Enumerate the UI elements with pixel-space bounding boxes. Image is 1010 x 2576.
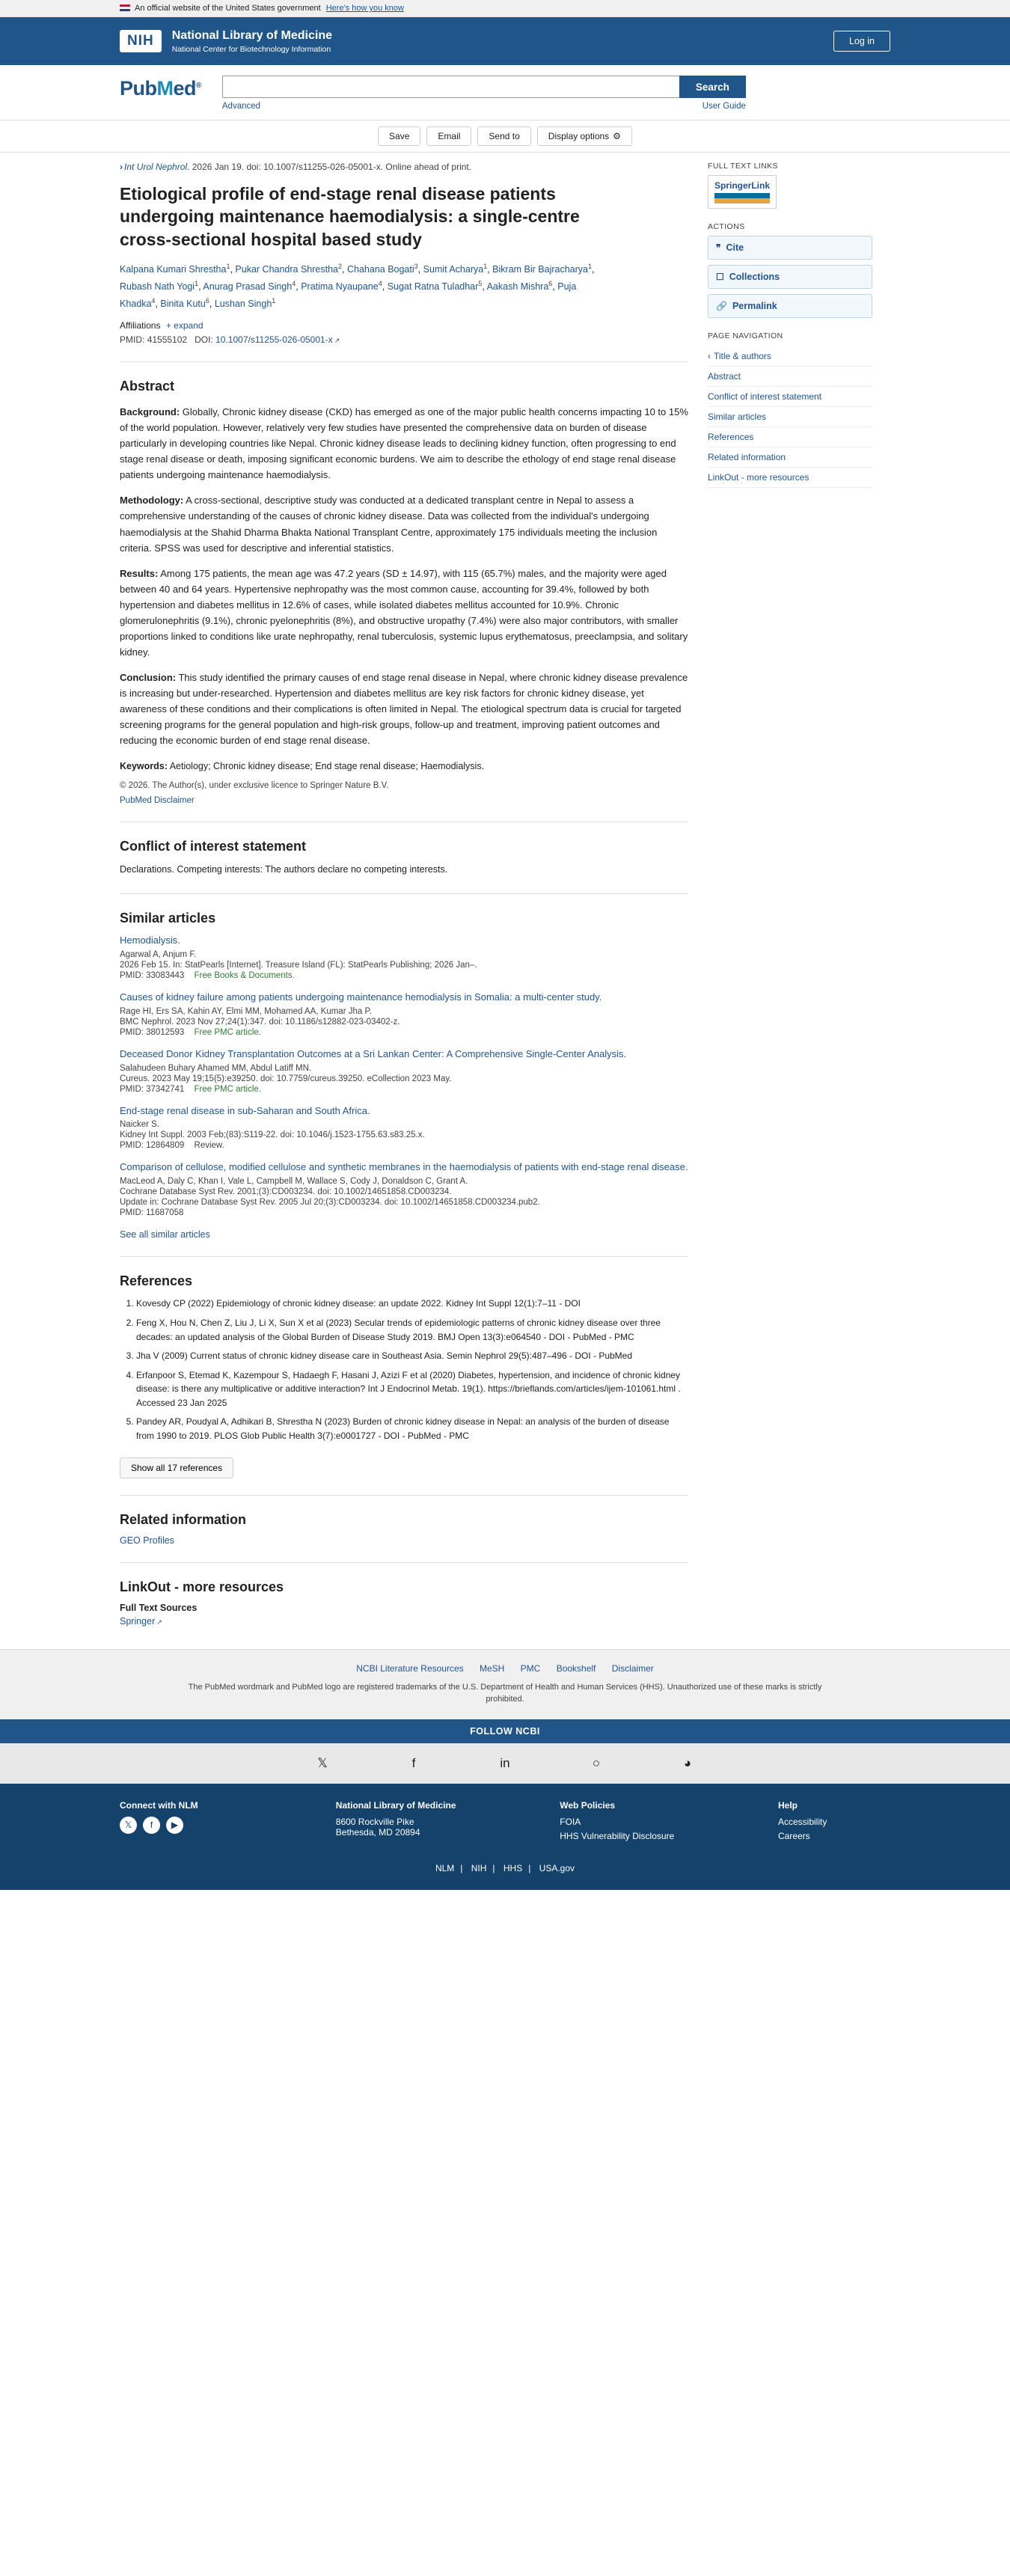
author-affil-marker: 2 bbox=[338, 263, 343, 271]
author-list: Kalpana Kumari Shrestha$^1$, Pukar Chandra Shrestha$^2$, Chahana Bogati$^3$, Sumit Acharya$^1$, Bikram Bir Bajracharya$^1$, Rubash Nath Yogi$^1$, Anurag Prasad Singh$^4$, Pratima Nyaupane$^4$, Sugat Ratna Tuladhar$^5$, Aakash Mishra$^6$, Puja Khadka$^4$, Binita Kutu$^6$, Lushan Singh$^1$ bbox=[120, 263, 595, 310]
list-item: 4. Erfanpoor S, Etemad K, Kazempour S, Hadaegh F, Hasani J, Azizi F et al (2020) Diabetes, hypertension, and incidence of chronic kidney disease: is there any multiplicative or additive interaction? Int J Endocrinol Metab. 19(1). https://brieflands.com/articles/ijem-101061.html . Accessed 23 Jan 2025 bbox=[136, 1368, 688, 1410]
quote-icon: ❞ bbox=[716, 242, 721, 253]
coi-text: Declarations. Competing interests: The authors declare no competing interests. bbox=[120, 864, 448, 875]
keywords-row bbox=[120, 759, 688, 774]
social-links-bar bbox=[0, 1743, 1010, 1784]
facebook-icon[interactable]: f bbox=[411, 1755, 416, 1770]
similar-article-meta bbox=[120, 1208, 688, 1217]
springerlink-label: SpringerLink bbox=[714, 180, 771, 191]
similar-article-pmid: PMID: 38012593 bbox=[120, 1027, 185, 1037]
ncbi-footer bbox=[0, 1649, 1010, 1719]
doi-label: DOI: bbox=[195, 334, 213, 346]
us-flag-icon bbox=[120, 4, 130, 11]
affiliations-row bbox=[120, 320, 688, 331]
help-column bbox=[778, 1800, 890, 1845]
connect-with-nlm-title: Connect with NLM bbox=[120, 1799, 198, 1811]
pubmed-logo[interactable] bbox=[120, 77, 201, 100]
author-affil-marker: 4 bbox=[378, 280, 382, 288]
nlm-bottom-bar: NLM | NIH | HHS | USA.gov bbox=[0, 1855, 1010, 1890]
abstract-results bbox=[120, 566, 688, 660]
divider bbox=[120, 893, 688, 894]
careers-link[interactable]: Careers bbox=[778, 1830, 810, 1841]
collections-button[interactable] bbox=[708, 265, 872, 289]
list-item: 1. Kovesdy CP (2022) Epidemiology of chronic kidney disease: an update 2022. Kidney Int Suppl 12(1):7–11 - DOI bbox=[136, 1297, 688, 1311]
list-item bbox=[120, 934, 688, 980]
geo-profiles-link[interactable]: GEO Profiles bbox=[120, 1535, 174, 1546]
citation-rest: . 2026 Jan 19. doi: 10.1007/s11255-026-05001-x. Online ahead of print. bbox=[187, 162, 472, 172]
pubmed-logo-swoosh: M bbox=[156, 77, 174, 100]
status-badge: Free PMC article. bbox=[194, 1027, 261, 1037]
similar-article-pmid: PMID: 37342741 bbox=[120, 1084, 185, 1094]
similar-article-pmid: PMID: 33083443 bbox=[120, 970, 185, 980]
similar-article-title[interactable]: Causes of kidney failure among patients undergoing maintenance hemodialysis in Somalia: a multi-center study. bbox=[120, 991, 602, 1003]
follow-ncbi-bar: FOLLOW NCBI bbox=[0, 1719, 1010, 1743]
nlm-name: National Library of Medicine bbox=[335, 1799, 456, 1811]
author-link[interactable]: Rubash Nath Yogi bbox=[120, 281, 195, 293]
nih-brand[interactable] bbox=[120, 28, 332, 54]
collections-label: Collections bbox=[729, 272, 780, 282]
review-badge: Review. bbox=[194, 1141, 224, 1151]
permalink-button[interactable] bbox=[708, 294, 872, 318]
abstract-background bbox=[120, 404, 688, 483]
web-policies-link[interactable]: Web Policies bbox=[560, 1799, 616, 1811]
springer-bar-blue-icon bbox=[714, 193, 770, 198]
similar-article-update: Update in: Cochrane Database Syst Rev. 2005 Jul 20;(3):CD003234. doi: 10.1002/14651858.CD003234.pub2. bbox=[120, 1198, 540, 1208]
mesh-link[interactable]: MeSH bbox=[479, 1662, 505, 1674]
abstract-heading: Abstract bbox=[120, 379, 175, 394]
author-link[interactable]: Lushan Singh bbox=[214, 299, 272, 310]
author-link[interactable]: Puja Khadka bbox=[120, 281, 577, 310]
author-affil-marker: 4 bbox=[292, 280, 296, 288]
abstract-methodology-label: Methodology: bbox=[120, 495, 184, 507]
disclaimer-link[interactable]: Disclaimer bbox=[611, 1662, 654, 1674]
abstract-conclusion-label: Conclusion: bbox=[120, 671, 177, 683]
abstract-background-label: Background: bbox=[120, 406, 180, 418]
author-affil-marker: 4 bbox=[151, 297, 156, 305]
author-link[interactable]: Anurag Prasad Singh bbox=[203, 281, 293, 293]
author-link[interactable]: Kalpana Kumari Shrestha bbox=[120, 264, 227, 275]
related-information-heading: Related information bbox=[120, 1511, 247, 1527]
login-button[interactable]: Log in bbox=[833, 31, 890, 52]
similar-article-meta bbox=[120, 1085, 688, 1094]
nav-title-authors[interactable] bbox=[708, 346, 872, 367]
ncbi-literature-resources-link[interactable]: NCBI Literature Resources bbox=[356, 1662, 464, 1674]
similar-article-title[interactable]: End-stage renal disease in sub-Saharan and South Africa. bbox=[120, 1104, 370, 1116]
page-navigation-list bbox=[708, 346, 872, 488]
x-icon[interactable]: 𝕏 bbox=[120, 1817, 137, 1834]
article-action-toolbar bbox=[0, 120, 1010, 153]
similar-article-authors: Agarwal A, Anjum F. bbox=[120, 949, 197, 959]
similar-article-meta bbox=[120, 971, 688, 980]
gear-icon: ⚙ bbox=[613, 131, 621, 141]
abstract-results-text: Among 175 patients, the mean age was 47.2 years (SD ± 14.97), with 115 (65.7%) males, and the majority were aged between 40 and 64 years. Hypertensive nephropathy was the most common cause, accounting for 39.4%, followed by both hypertension and diabetes mellitus in 12.6% of cases, while isolated diabetes mellitus accounted for 10.9%. Chronic glomerulonephritis (9.1%), chronic pyelonephritis (8%), and obstructive uropathy (7.4%) were also major contributors, with smaller proportions linked to conditions like urate nephropathy, renal tuberculosis, systemic lupus erythematosus, preeclampsia, and solitary kidney. bbox=[120, 567, 688, 658]
page-navigation-heading: PAGE NAVIGATION bbox=[708, 331, 783, 340]
author-link[interactable]: Sumit Acharya bbox=[423, 264, 484, 275]
cite-label: Cite bbox=[726, 242, 744, 253]
linkout-heading: LinkOut - more resources bbox=[120, 1579, 284, 1594]
abstract-background-text: Globally, Chronic kidney disease (CKD) has emerged as one of the major public health concerns impacting 10 to 15% of the world population. However, relatively very few studies have presented the comprehensive data on burden of disease particularly in developing countries like Nepal. Chronic kidney disease leads to declining kidney function, often progressing to end stage renal disease or death, imposing significant economic burdens. We aim to describe the ethology of end stage renal disease patients undergoing maintenance haemodialysis. bbox=[120, 406, 688, 481]
nav-label: Title & authors bbox=[714, 351, 771, 361]
similar-article-source: Cureus. 2023 May 19;15(5):e39250. doi: 10.7759/cureus.39250. eCollection 2023 May. bbox=[120, 1074, 452, 1083]
divider bbox=[120, 1562, 688, 1563]
citation-line bbox=[120, 162, 688, 172]
accessibility-link[interactable]: Accessibility bbox=[778, 1816, 827, 1827]
author-link[interactable]: Aakash Mishra bbox=[486, 281, 549, 293]
keywords-value: Aetiology; Chronic kidney disease; End stage renal disease; Haemodialysis. bbox=[167, 761, 485, 772]
pubmed-search-bar bbox=[0, 65, 1010, 120]
author-link[interactable]: Pukar Chandra Shrestha bbox=[235, 264, 339, 275]
page-body bbox=[0, 153, 1010, 1649]
author-affil-marker: 5 bbox=[478, 280, 483, 288]
ncbi-footer-links bbox=[120, 1663, 890, 1674]
nih-header bbox=[0, 17, 1010, 65]
hhs-vulnerability-disclosure-link[interactable]: HHS Vulnerability Disclosure bbox=[560, 1830, 675, 1841]
expand-affiliations-link[interactable]: + expand bbox=[165, 320, 203, 331]
page-title: Etiological profile of end-stage renal disease patients undergoing maintenance haemodialysis: a single-centre cross-sectional hospital based study bbox=[120, 184, 580, 249]
similar-article-meta bbox=[120, 1028, 688, 1037]
similar-article-meta bbox=[120, 1141, 688, 1150]
save-button[interactable]: Save bbox=[378, 126, 420, 146]
divider bbox=[120, 1256, 688, 1257]
usagov-link[interactable]: USA.gov bbox=[539, 1862, 575, 1873]
author-affil-marker: 6 bbox=[205, 297, 209, 305]
nlm-social-icons bbox=[120, 1817, 232, 1834]
author-link[interactable]: Chahana Bogati bbox=[346, 264, 414, 275]
youtube-icon[interactable]: ▶ bbox=[166, 1817, 183, 1834]
similar-article-source: BMC Nephrol. 2023 Nov 27;24(1):347. doi: 10.1186/s12882-023-03402-z. bbox=[120, 1017, 400, 1027]
display-options-label: Display options bbox=[548, 131, 610, 141]
nlm-street: 8600 Rockville Pike bbox=[335, 1816, 414, 1827]
folder-icon: ☐ bbox=[716, 272, 724, 282]
ncbi-subtitle: National Center for Biotechnology Information bbox=[171, 45, 331, 55]
list-item bbox=[120, 1160, 688, 1217]
nlm-title: National Library of Medicine bbox=[171, 28, 332, 42]
springer-bar-orange-icon bbox=[714, 198, 770, 204]
sidebar bbox=[708, 162, 872, 488]
abstract-methodology bbox=[120, 492, 688, 555]
hhs-link[interactable]: HHS bbox=[503, 1862, 523, 1873]
nav-references[interactable]: References bbox=[708, 427, 872, 447]
nav-related-information[interactable]: Related information bbox=[708, 447, 872, 468]
divider bbox=[120, 1495, 688, 1496]
springerlink-badge[interactable] bbox=[708, 175, 777, 209]
list-item bbox=[120, 1047, 688, 1094]
author-affil-marker: 3 bbox=[414, 263, 418, 271]
nih-link[interactable]: NIH bbox=[471, 1862, 487, 1873]
permalink-label: Permalink bbox=[732, 301, 777, 311]
linkout-group-label: Full Text Sources bbox=[120, 1602, 198, 1613]
list-item bbox=[120, 991, 688, 1037]
search-button[interactable]: Search bbox=[679, 76, 746, 98]
references-heading: References bbox=[120, 1273, 193, 1289]
status-badge: Free PMC article. bbox=[194, 1084, 261, 1094]
foia-link[interactable]: FOIA bbox=[560, 1816, 581, 1827]
footer-legal-text: The PubMed wordmark and PubMed logo are registered trademarks of the U.S. Department of Health and Human Services (HHS). Unauthorized use of these marks is strictly prohibited. bbox=[188, 1682, 822, 1704]
abstract-results-label: Results: bbox=[120, 567, 159, 579]
reference-list bbox=[120, 1297, 688, 1443]
author-affil-marker: 1 bbox=[195, 280, 199, 288]
journal-link[interactable]: Int Urol Nephrol bbox=[124, 162, 188, 172]
user-guide-link[interactable]: User Guide bbox=[702, 102, 746, 111]
bookshelf-link[interactable]: Bookshelf bbox=[556, 1662, 596, 1674]
pmid-label: PMID: bbox=[120, 334, 145, 346]
nav-linkout[interactable]: LinkOut - more resources bbox=[708, 468, 872, 488]
doi-link[interactable]: 10.1007/s11255-026-05001-x ↗ bbox=[215, 334, 340, 345]
nav-similar-articles[interactable]: Similar articles bbox=[708, 407, 872, 427]
author-link[interactable]: Bikram Bir Bajracharya bbox=[492, 264, 588, 275]
springer-link[interactable]: Springer ↗ bbox=[120, 1616, 688, 1627]
full-text-links-heading: FULL TEXT LINKS bbox=[708, 162, 778, 171]
registered-icon: ® bbox=[196, 82, 201, 90]
send-to-button[interactable]: Send to bbox=[477, 126, 530, 146]
web-policies-column bbox=[560, 1800, 674, 1845]
pubmed-logo-pre: Pub bbox=[120, 77, 157, 100]
chevron-left-icon: ‹ bbox=[708, 351, 711, 361]
list-item: 3. Jha V (2009) Current status of chronic kidney disease care in Southeast Asia. Semin Nephrol 29(5):487–496 - DOI - PubMed bbox=[136, 1349, 688, 1363]
similar-article-title[interactable]: Comparison of cellulose, modified cellulose and synthetic membranes in the haemodialysis of patients with end-stage renal disease. bbox=[120, 1161, 688, 1173]
author-affil-marker: 1 bbox=[226, 263, 230, 271]
affiliations-label: Affiliations bbox=[120, 320, 161, 331]
how-you-know-link[interactable]: Here's how you know bbox=[325, 4, 404, 13]
similar-article-pmid: PMID: 12864809 bbox=[120, 1141, 185, 1151]
similar-articles-heading: Similar articles bbox=[120, 911, 216, 926]
pubmed-disclaimer-link[interactable]: PubMed Disclaimer bbox=[120, 796, 195, 806]
abstract-conclusion bbox=[120, 670, 688, 748]
actions-heading: ACTIONS bbox=[708, 222, 745, 231]
similar-article-authors: Salahudeen Buhary Ahamed MM, Abdul Latiff MN. bbox=[120, 1063, 312, 1073]
similar-article-source: Kidney Int Suppl. 2003 Feb;(83):S119-22. doi: 10.1046/j.1523-1755.63.s83.25.x. bbox=[120, 1131, 425, 1140]
author-affil-marker: 6 bbox=[548, 280, 553, 288]
similar-article-pmid: PMID: 11687058 bbox=[120, 1208, 184, 1218]
status-badge: Free Books & Documents. bbox=[194, 970, 295, 980]
nlm-footer bbox=[0, 1784, 1010, 1855]
pmc-link[interactable]: PMC bbox=[520, 1662, 541, 1674]
similar-article-authors: Naicker S. bbox=[120, 1120, 160, 1130]
similar-article-title[interactable]: Deceased Donor Kidney Transplantation Outcomes at a Sri Lankan Center: A Comprehensive Single-Center Analysis. bbox=[120, 1047, 627, 1059]
nlm-city: Bethesda, MD 20894 bbox=[335, 1826, 420, 1838]
keywords-label: Keywords: bbox=[120, 761, 168, 772]
divider bbox=[120, 361, 688, 362]
email-button[interactable]: Email bbox=[426, 126, 471, 146]
nav-coi[interactable]: Conflict of interest statement bbox=[708, 387, 872, 407]
gov-banner bbox=[0, 0, 1010, 17]
similar-article-source: Cochrane Database Syst Rev. 2001;(3):CD003234. doi: 10.1002/14651858.CD003234. bbox=[120, 1187, 452, 1197]
similar-article-source: 2026 Feb 15. In: StatPearls [Internet]. Treasure Island (FL): StatPearls Publishing; 2026 Jan–. bbox=[120, 960, 477, 970]
list-item bbox=[120, 1104, 688, 1151]
facebook-icon[interactable]: f bbox=[143, 1817, 160, 1834]
see-all-similar-articles-link[interactable]: See all similar articles bbox=[120, 1229, 210, 1240]
expand-label: expand bbox=[174, 320, 203, 331]
nav-abstract[interactable]: Abstract bbox=[708, 367, 872, 387]
author-affil-marker: 1 bbox=[272, 297, 276, 305]
gov-banner-text: An official website of the United States government bbox=[135, 4, 321, 13]
display-options-button[interactable] bbox=[537, 126, 632, 146]
chevron-right-icon[interactable]: › bbox=[120, 162, 123, 172]
show-all-references-button[interactable]: Show all 17 references bbox=[120, 1457, 233, 1478]
author-affil-marker: 1 bbox=[483, 263, 488, 271]
rss-icon[interactable]: ◕ bbox=[683, 1755, 692, 1770]
copyright-text: © 2026. The Author(s), under exclusive licence to Springer Nature B.V. bbox=[120, 781, 389, 791]
list-item: 2. Feng X, Hou N, Chen Z, Liu J, Li X, Sun X et al (2023) Secular trends of epidemiologic patterns of chronic kidney disease over three decades: an updated analysis of the Global Burden of Disease Study 2019. BMJ Open 13(3):e064540 - DOI - PubMed - PMC bbox=[136, 1316, 688, 1344]
similar-article-title[interactable]: Hemodialysis. bbox=[120, 934, 180, 946]
github-icon[interactable]: ○ bbox=[592, 1755, 601, 1770]
author-link[interactable]: Sugat Ratna Tuladhar bbox=[387, 281, 479, 293]
nlm-address-column bbox=[336, 1800, 456, 1845]
identifiers-row bbox=[120, 334, 688, 345]
nlm-link[interactable]: NLM bbox=[435, 1862, 455, 1873]
connect-with-nlm-column bbox=[120, 1800, 232, 1845]
help-link[interactable]: Help bbox=[778, 1799, 798, 1811]
linkedin-icon[interactable]: in bbox=[500, 1755, 510, 1770]
coi-heading: Conflict of interest statement bbox=[120, 839, 307, 854]
author-link[interactable]: Binita Kutu bbox=[160, 299, 206, 310]
author-affil-marker: 1 bbox=[588, 263, 593, 271]
pubmed-logo-post: ed bbox=[173, 77, 197, 100]
author-link[interactable]: Pratima Nyaupane bbox=[301, 281, 379, 293]
link-icon: 🔗 bbox=[716, 301, 727, 311]
abstract-conclusion-text: This study identified the primary causes of end stage renal disease in Nepal, where chronic kidney disease prevalence is increasing but under-researched. Hypertension and diabetes mellitus are key risk factors for chronic kidney disease, yet awareness of these conditions and their complications is often limited in Nepal. The etiological spectrum data is crucial for targeted screening programs for the general population and high-risk groups, follow-up and treatment, improving patient outcomes and reducing the economic burden of end stage renal disease. bbox=[120, 671, 688, 747]
advanced-search-link[interactable]: Advanced bbox=[221, 102, 261, 111]
pmid-value: 41555102 bbox=[147, 334, 188, 346]
nih-logo[interactable]: NIH bbox=[120, 30, 162, 52]
x-icon[interactable]: 𝕏 bbox=[317, 1755, 328, 1770]
similar-article-authors: MacLeod A, Daly C, Khan I, Vale L, Campbell M, Wallace S, Cody J, Donaldson C, Grant A. bbox=[120, 1177, 468, 1187]
similar-article-authors: Rage HI, Ers SA, Kahin AY, Elmi MM, Mohamed AA, Kumar Jha P. bbox=[120, 1006, 372, 1016]
search-area bbox=[222, 76, 746, 111]
main-column bbox=[120, 162, 688, 1627]
list-item: 5. Pandey AR, Poudyal A, Adhikari B, Shrestha N (2023) Burden of chronic kidney disease in Nepal: an analysis of the burden of disease from 1990 to 2019. PLOS Glob Public Health 3(7):e0001727 - DOI - PubMed - PMC bbox=[136, 1415, 688, 1443]
search-input[interactable] bbox=[222, 76, 679, 98]
abstract-methodology-text: A cross-sectional, descriptive study was conducted at a dedicated transplant centre in Nepal to assess a comprehensive understanding of the causes of chronic kidney disease. Data was collected from the individual's undergoing haemodialysis at the Shahid Dharma Bhakta National Transplant Centre, approximately 175 individuals meeting the inclusion criteria. SPSS was used for descriptive and inferential statistics. bbox=[120, 495, 658, 554]
cite-button[interactable] bbox=[708, 236, 872, 260]
